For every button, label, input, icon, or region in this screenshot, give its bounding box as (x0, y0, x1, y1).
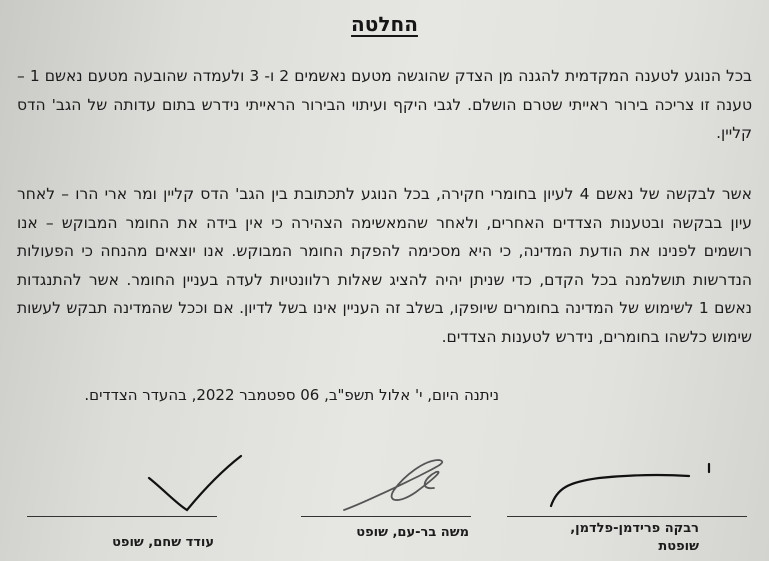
signature-line-friedman-feldman (507, 516, 747, 517)
judge-role: שופטת (658, 539, 699, 554)
signature-bar-am (324, 448, 494, 518)
judge-name-bar-am: משה בר-עם, שופט (356, 525, 469, 540)
signature-friedman-feldman (539, 448, 719, 518)
document-title: החלטה (351, 12, 418, 36)
paragraph-investigation-materials: אשר לבקשה של נאשם 4 לעיון בחומרי חקירה, בכל הנוגע לתכתובת בין הגב' הדס קליין ומר ארי הרו – לאחר עיון בבקשה ובטענות הצדדים האחרים, ולאחר שהמאשימה הצהירה כי אין בידה את החומר המבוקש – אנו רושמים לפנינו את הודעת המדינה, כי היא מסכימה להפקת החומר המבוקש. אנו יוצאים מהנחה כי הפעולות הנדרשות תושלמנה בכל הקדם, כדי שניתן יהיה להציג שאלות רלוונטיות לעדה בעניין החומר. אשר להתנגדות נאשם 1 לשימוש של המדינה בחומרים שיופקו, בשלב זה העניין אינו בשל לדיון. אם וככל שהמדינה תבקש לעשות שימוש כלשהו בחומרים, נידרש לטענות הצדדים. (17, 185, 752, 346)
signature-line-bar-am (301, 516, 471, 517)
signature-line-shaham (27, 516, 217, 517)
judge-name-shaham: עודד שחם, שופט (112, 535, 214, 550)
paragraph-preliminary-claim: בכל הנוגע לטענה המקדמית להגנה מן הצדק שהוגשה מטעם נאשמים 2 ו- 3 ולעמדה שהובעה מטעם נאשם 1 – טענה זו צריכה בירור ראייתי שטרם הושלם. לגבי היקף ועיתוי הבירור הראייתי נידרש בתום עדותה של הגב' הדס קליין. (17, 67, 753, 142)
signature-shaham (139, 448, 249, 518)
judge-name-friedman-feldman (570, 520, 699, 556)
given-date-line: ניתנה היום, י' אלול תשפ"ב, 06 ספטמבר 2022, בהעדר הצדדים. (84, 386, 499, 404)
judge-name: רבקה פרידמן-פלדמן, (570, 521, 699, 536)
